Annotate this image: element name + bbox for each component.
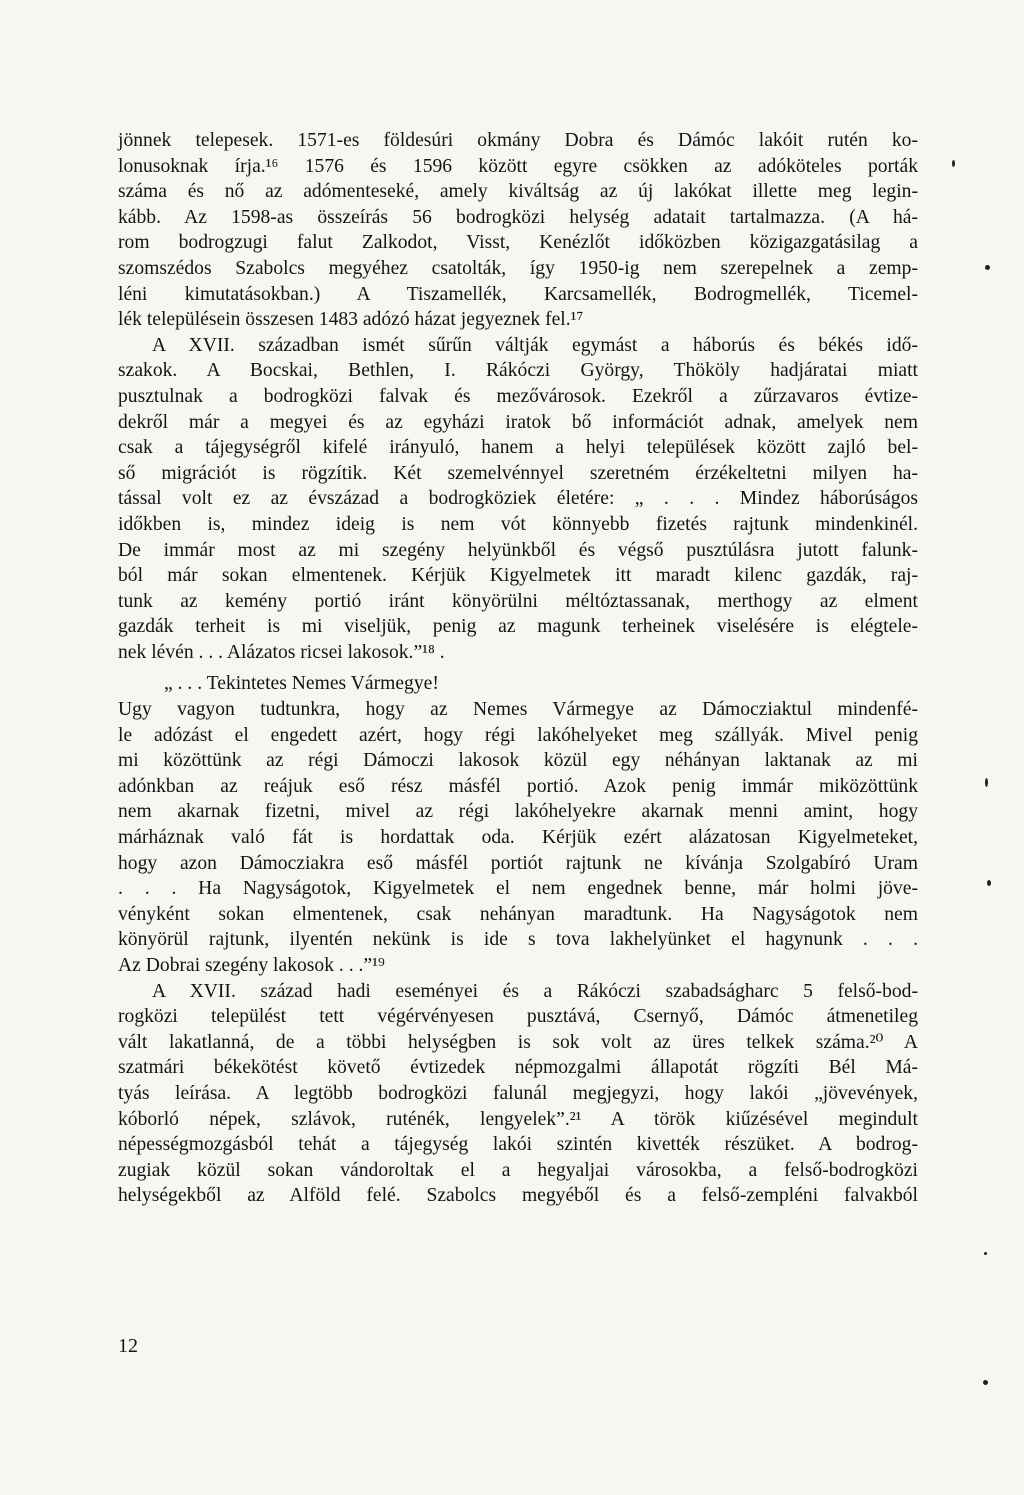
- text-line: száma és nő az adómenteseké, amely kiváltság az új lakókat illette meg legin-: [118, 181, 918, 203]
- text-line: hogy azon Dámocziakra eső másfél portiót rajtunk ne kívánja Szolgabíró Uram: [118, 852, 918, 874]
- document-page: [118, 128, 918, 1235]
- text-line: vált lakatlanná, de a többi helységben is sok volt az üres telkek száma.²⁰ A: [118, 1031, 918, 1053]
- text-line: „ . . . Tekintetes Nemes Vármegye!: [164, 673, 439, 695]
- text-line: [118, 1209, 918, 1235]
- text-line: A XVII. században ismét sűrűn váltják egymást a háborús és békés idő-: [152, 334, 918, 356]
- text-line: tyás leírása. A legtöbb bodrogközi falunál megjegyzi, hogy lakói „jövevények,: [118, 1082, 918, 1104]
- text-line: lonusoknak írja.¹⁶ 1576 és 1596 között egyre csökken az adóköteles porták: [118, 155, 918, 177]
- text-line: szakok. A Bocskai, Bethlen, I. Rákóczi György, Thököly hadjáratai miatt: [118, 360, 918, 382]
- text-line: léni kimutatásokban.) A Tiszamellék, Karcsamellék, Bodrogmellék, Ticemel-: [118, 283, 918, 305]
- text-line: rom bodrogzugi falut Zalkodot, Visst, Kenézlőt időközben közigazgatásilag a: [118, 232, 918, 254]
- text-line: zugiak közül sokan vándoroltak el a hegyaljai városokba, a felső-bodrogközi: [118, 1159, 918, 1181]
- text-line: Az Dobrai szegény lakosok . . .”¹⁹: [118, 955, 385, 976]
- text-line: A XVII. század hadi eseményei és a Rákóczi szabadságharc 5 felső-bod-: [152, 980, 918, 1002]
- scan-speck: [983, 1380, 988, 1385]
- page-number: 12: [118, 1335, 138, 1357]
- text-line: ból már sokan elmentenek. Kérjük Kigyelmetek itt maradt kilenc gazdák, raj-: [118, 565, 918, 587]
- text-line: rogközi települést tett végérvényesen pusztává, Csernyő, Dámóc átmenetileg: [118, 1006, 918, 1028]
- text-line: vényként sokan elmentenek, csak nehányan maradtunk. Ha Nagyságotok nem: [118, 903, 918, 925]
- text-line: tunk az kemény portió iránt könyörülni méltóztassanak, merthogy az elment: [118, 590, 918, 612]
- text-line: kább. Az 1598-as összeírás 56 bodrogközi helység adatait tartalmazza. (A há-: [118, 206, 918, 228]
- text-line: márháznak való fát is hordattak oda. Kérjük ezért alázatosan Kigyelmeteket,: [118, 827, 918, 849]
- text-line: pusztulnak a bodrogközi falvak és mezővárosok. Ezekről a zűrzavaros évtize-: [118, 385, 918, 407]
- text-line: dekről már a megyei és az egyházi iratok bő információt adnak, amelyek nem: [118, 411, 918, 433]
- scan-speck: [985, 265, 990, 270]
- scan-speck: [984, 1252, 987, 1255]
- text-line: adónkban az reájuk eső rész másfél portió. Azok penig immár miközöttünk: [118, 775, 918, 797]
- text-line: . . . Ha Nagyságotok, Kigyelmetek el nem engednek benne, már holmi jöve-: [118, 878, 918, 900]
- text-line: De immár most az mi szegény helyünkből és végső pusztúlásra jutott falunk-: [118, 539, 918, 561]
- text-line: lék településein összesen 1483 adózó házat jegyeznek fel.¹⁷: [118, 309, 584, 331]
- text-line: csak a tájegységről kifelé irányuló, hanem a helyi települések között zajló bel-: [118, 437, 918, 459]
- text-line: nek lévén . . . Alázatos ricsei lakosok.”¹⁸ .: [118, 641, 445, 663]
- text-line: szatmári békekötést követő évtizedek népmozgalmi állapotát rögzíti Bél Má-: [118, 1057, 918, 1079]
- text-line: mi közöttünk az régi Dámoczi lakosok közül egy néhányan laktanak az mi: [118, 750, 918, 772]
- scan-speck: [952, 160, 955, 167]
- text-line: nem akarnak fizetni, mivel az régi lakóhelyekre akarnak menni amint, hogy: [118, 801, 918, 823]
- text-line: jönnek telepesek. 1571-es földesúri okmány Dobra és Dámóc lakóit rutén ko-: [118, 130, 918, 151]
- text-line: könyörül rajtunk, ilyentén nekünk is ide s tova lakhelyünket el hagynunk . . .: [118, 929, 918, 951]
- text-line: szomszédos Szabolcs megyéhez csatolták, így 1950-ig nem szerepelnek a zemp-: [118, 257, 918, 279]
- text-line: ső migrációt is rögzítik. Két szemelvénnyel szeretném érzékeltetni milyen ha-: [118, 462, 918, 484]
- text-line: helységekből az Alföld felé. Szabolcs megyéből és a felső-zempléni falvakból: [118, 1185, 918, 1207]
- text-line: gazdák terheit is mi viseljük, penig az magunk terheinek viselésére is elégtele-: [118, 616, 918, 638]
- text-line: időkben is, mindez ideig is nem vót könnyebb fizetés rajtunk mindenkinél.: [118, 513, 918, 535]
- text-line: le adózást el engedett azért, hogy régi lakóhelyeket meg szállyák. Mivel penig: [118, 724, 918, 746]
- scan-speck: [985, 778, 988, 787]
- text-line: népességmozgásból tehát a tájegység lakói szintén kivették részüket. A bodrog-: [118, 1134, 918, 1156]
- text-line: kóborló népek, szlávok, ruténék, lengyelek”.²¹ A török kiűzésével megindult: [118, 1108, 918, 1130]
- scan-speck: [987, 880, 991, 886]
- text-line: Ugy vagyon tudtunkra, hogy az Nemes Vármegye az Dámocziaktul mindenfé-: [118, 699, 918, 721]
- text-line: tással volt ez az évszázad a bodrogköziek életére: „ . . . Mindez háborúságos: [118, 488, 918, 510]
